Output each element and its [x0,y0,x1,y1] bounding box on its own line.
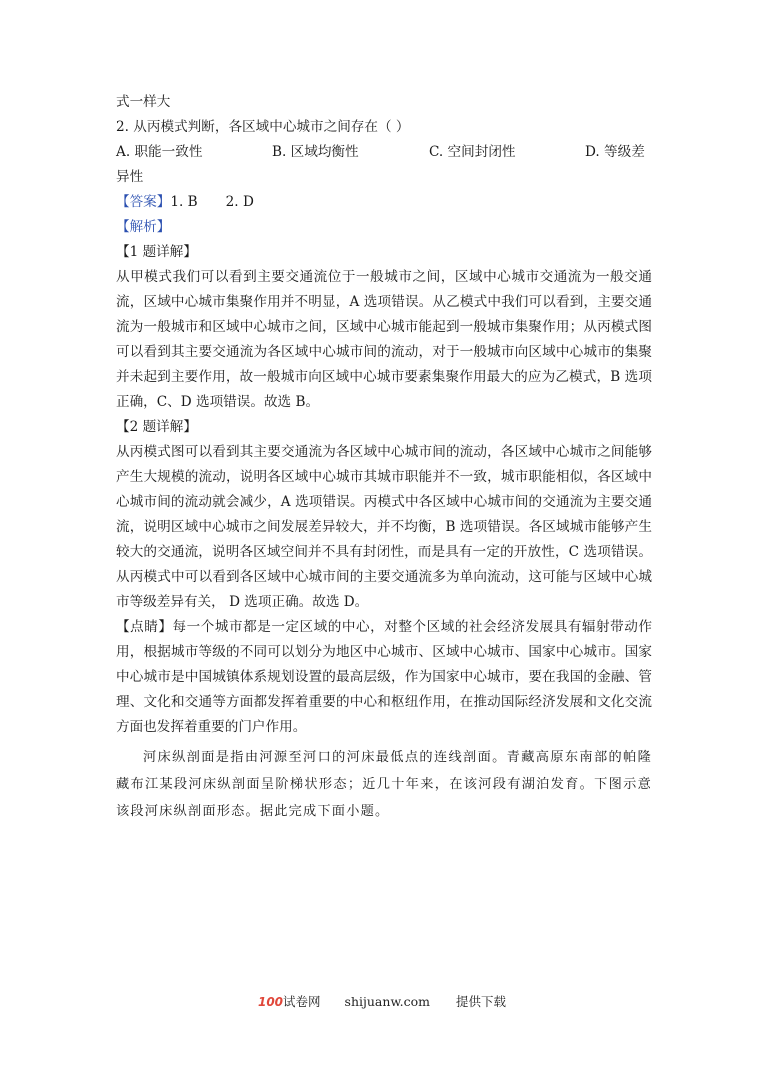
tip-tag: 【点睛】 [116,619,173,635]
answer-q1: 1. B [170,194,198,210]
page-footer [0,992,764,1010]
detail-1-heading: 【1 题详解】 [116,244,197,260]
choice-a: A. 职能一致性 [116,144,203,160]
site-name: 试卷网 [283,994,321,1009]
detail-2-heading: 【2 题详解】 [116,419,197,435]
tip-text: 每一个城市都是一定区域的中心，对整个区域的社会经济发展具有辐射带动作用，根据城市等级的不同可以划分为地区中心城市、区域中心城市、国家中心城市。国家中心城市是中国城镇体系规划设置的最高层级，作为国家中心城市，要在我国的金融、管理、文化和交通等方面都发挥着重要的中心和枢纽作用，在推动国际经济发展和文化交流方面也发挥着重要的门户作用。 [116,619,653,735]
answer-q2: 2. D [225,194,254,210]
choice-c: C. 空间封闭性 [429,144,516,160]
previous-option-tail: 式一样大 [116,94,171,110]
question-2: 2. 从丙模式判断，各区域中心城市之间存在（ ） [116,119,410,135]
answer-line [116,190,652,215]
choice-d: D. 等级差 [585,144,645,160]
detail-1-text: 从甲模式我们可以看到主要交通流位于一般城市之间，区域中心城市交通流为一般交通流，区域中心城市集聚作用并不明显，A 选项错误。从乙模式中我们可以看到，主要交通流为一般城市和区域中心城市之间，区域中心城市能起到一般城市集聚作用；从丙模式图可以看到其主要交通流为各区域中心城市间的流动，对于一般城市向区域中心城市的集聚并未起到主要作用，故一般城市向区域中心城市要素集聚作用最大的应为乙模式，B 选项正确，C、D 选项错误。故选 B。 [116,269,652,410]
site-domain: shijuanw.com [344,994,431,1009]
site-logo: 100 [257,995,284,1009]
choice-d-continuation: 异性 [116,169,144,185]
answer-choices [116,140,652,165]
document-content [116,90,652,825]
answer-tag: 【答案】 [116,194,171,210]
download-note: 提供下载 [456,994,507,1009]
material-paragraph: 河床纵剖面是指由河源至河口的河床最低点的连线剖面。青藏高原东南部的帕隆藏布江某段河床纵剖面呈阶梯状形态；近几十年来，在该河段有湖泊发育。下图示意该段河床纵剖面形态。据此完成下面小题。 [116,750,652,819]
tip-paragraph [116,615,652,740]
detail-2-text: 从丙模式图可以看到其主要交通流为各区域中心城市间的流动，各区域中心城市之间能够产生大规模的流动，说明各区域中心城市其城市职能并不一致，城市职能相似，各区域中心城市间的流动就会减少，A 选项错误。丙模式中各区域中心城市间的交通流为主要交通流，说明区域中心城市之间发展差异较大，并不均衡，B 选项错误。各区域城市能够产生较大的交通流，说明各区域空间并不具有封闭性，而是具有一定的开放性，C 选项错误。从丙模式中可以看到各区域中心城市间的主要交通流多为单向流动，这可能与区域中心城市等级差异有关， D 选项正确。故选 D。 [116,444,652,610]
analysis-tag: 【解析】 [116,219,171,235]
choice-b: B. 区域均衡性 [272,144,359,160]
